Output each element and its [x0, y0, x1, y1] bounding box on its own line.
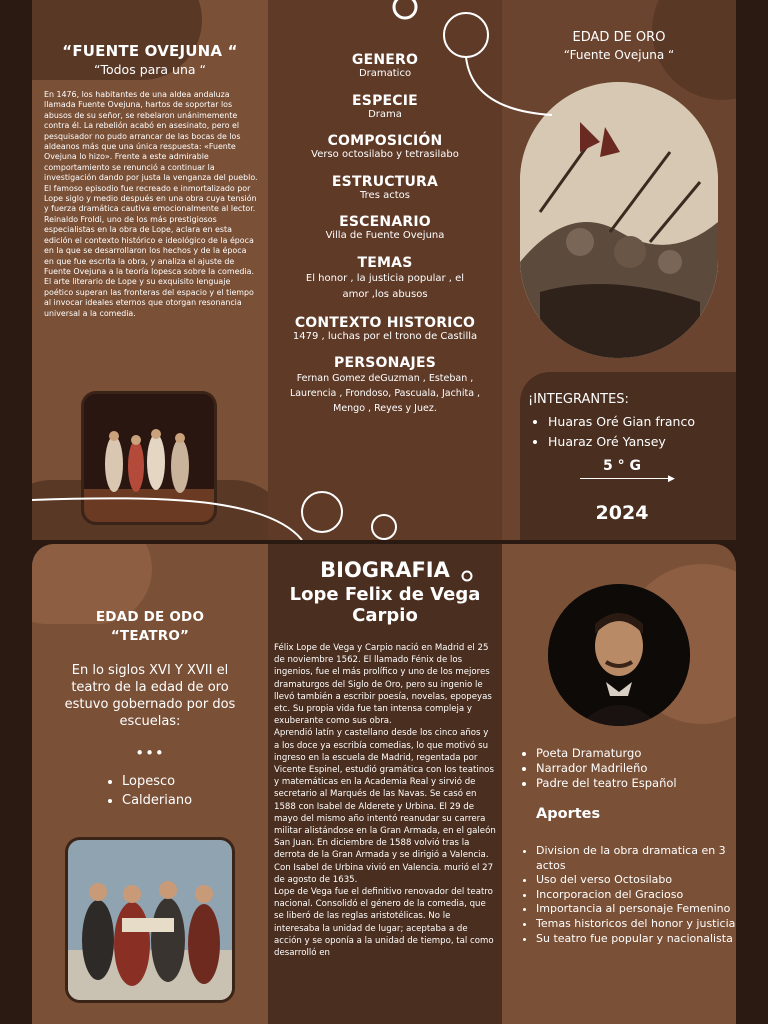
ficha-heading: TEMAS	[357, 254, 413, 271]
play-summary: En 1476, los habitantes de una aldea andaluza llamada Fuente Ovejuna, hartos de soportar los abusos de su señor, se rebelaron unánimemente contra él. La rebelión acabó en asesinato, pero el pesquisador no pudo arrancar de las bocas de los aldeanos más que una única respuesta: «Fuente Ovejuna lo hizo». Frente a este admirable comportamiento se renunció a continuar la investigación dando por justa la venganza del pueblo. El famoso episodio fue recreado e inmortalizado por Lope siglo y medio después en una obra cuya tensión y fuerza dramática cautiva emocionalmente al lector. Reinaldo Froldi, uno de los más prestigiosos especialistas en la obra de Lope, aclara en esta edición el contexto histórico e ideológico de la época en la que se desarrollaron los hechos y de la época en que fue escrita la obra, y analiza el ajuste de Fuente Ovejuna a la teoría lopesca sobre la comedia. El arte literario de Lope y su exquisito lenguaje poético superan las fronteras del espacio y el tiempo al invocar ideales eternos que otorgan resonancia universal a la comedia.	[44, 90, 258, 318]
bottom-right-panel	[502, 544, 736, 1024]
role-item: • Narrador Madrileño	[536, 761, 736, 776]
ficha-text: Verso octosilabo y tetrasilabo	[311, 149, 459, 160]
era-subheading: “TEATRO”	[110, 628, 190, 644]
bottom-left-panel	[32, 544, 268, 1024]
era-heading: EDAD DE ODO	[95, 609, 205, 625]
aportes-title: Aportes	[536, 806, 601, 822]
top-brochure	[32, 0, 736, 540]
member-item: • Huaras Oré Gian franco	[548, 412, 695, 432]
bio-paragraph: Aprendió latín y castellano desde los cinco años y a los doce ya escribía comedias, lo que motivó su ingreso en la escuela de Madrid, regentada por Vicente Espinel, estudió gramática con los teatinos y matemáticas en la Academia Real y sirvió de secretario al Marqués de las Navas. Se casó en 1588 con Isabel de Alderete y Urbina. El 29 de mayo del mismo año intentó reanudar su carrera militar alistándose en la Gran Armada, en el galeón San Juan. En diciembre de 1588 volvió tras la derrota de la Gran Armada y se dirigió a Valencia. Con Isabel de Urbina vivió en Valencia. murió el 27 de agosto de 1635.	[274, 728, 496, 885]
era-label: EDAD DE ORO	[572, 30, 666, 45]
play-title: “FUENTE OVEJUNA “	[62, 42, 238, 60]
aportes-list	[522, 844, 736, 946]
ficha-heading: CONTEXTO HISTORICO	[294, 314, 476, 331]
work-label: “Fuente Ovejuna “	[563, 48, 675, 62]
ficha-text: Tres actos	[360, 189, 410, 201]
golden-age-painting	[68, 840, 232, 1000]
roles-list	[522, 746, 736, 791]
aporte-item: • Importancia al personaje Femenino	[536, 902, 736, 917]
aporte-item: • Temas historicos del honor y justicia	[536, 917, 736, 932]
bio-paragraph: Lope de Vega fue el definitivo renovador del teatro nacional. Consolidó el género de la comedia, que se liberó de las reglas aristotélicas. No le interesaba la unidad de lugar; aceptaba a de acción y se oponía a la unidad de tiempo, tal como desarrolló en	[274, 887, 494, 959]
bottom-brochure	[32, 544, 736, 1024]
year-label: 2024	[595, 502, 649, 524]
ficha-text: Villa de Fuente Ovejuna	[325, 230, 445, 241]
aporte-item: • Uso del verso Octosilabo	[536, 873, 736, 888]
bio-name: Lope Felix de Vega Carpio	[289, 584, 481, 626]
bio-text	[274, 642, 496, 959]
grade-label: 5 ° G	[603, 458, 641, 474]
play-subtitle: “Todos para una “	[93, 62, 207, 77]
school-item: • Lopesco	[122, 772, 192, 791]
ficha-text: Dramatico	[358, 68, 412, 79]
member-item: • Huaraz Oré Yansey	[548, 432, 695, 452]
ficha-heading: GENERO	[351, 52, 419, 68]
bio-title: BIOGRAFIA	[320, 558, 450, 582]
lope-portrait	[548, 584, 690, 726]
decor-lines	[32, 0, 736, 540]
ficha-heading: COMPOSICIÓN	[327, 133, 443, 149]
schools-list	[108, 772, 192, 810]
ficha-text: 1479 , luchas por el trono de Castilla	[292, 330, 478, 342]
ficha-heading: ESCENARIO	[339, 214, 431, 230]
era-intro: En lo siglos XVI Y XVII el teatro de la edad de oro estuvo gobernado por dos escuelas:	[64, 663, 236, 729]
members-title: ¡INTEGRANTES:	[528, 392, 629, 407]
dots-separator: •••	[135, 744, 165, 762]
ficha-text: El honor , la justicia popular , el amor ,los abusos	[305, 272, 465, 300]
aporte-item: • Su teatro fue popular y nacionalista	[536, 932, 736, 947]
role-item: • Padre del teatro Español	[536, 776, 736, 791]
aporte-item: • Incorporacion del Gracioso	[536, 888, 736, 903]
bio-paragraph: Félix Lope de Vega y Carpio nació en Madrid el 25 de noviembre 1562. El llamado Fénix de los ingenios, fue el más prolífico y uno de los mejores dramaturgos del Siglo de Oro, pero su ingenio le llevó también a escribir poesía, novelas, epopeyas etc. Su propia vida fue tan intensa compleja y exuberante como sus obra.	[274, 643, 492, 727]
arrow-head-icon: ▶	[668, 474, 675, 484]
ficha-heading: ESPECIE	[352, 92, 418, 109]
ficha-heading: ESTRUCTURA	[331, 173, 439, 190]
ficha-text: Drama	[368, 108, 402, 120]
school-item: • Calderiano	[122, 791, 192, 810]
ficha-heading: PERSONAJES	[334, 355, 436, 371]
role-item: • Poeta Dramaturgo	[536, 746, 736, 761]
ficha-text: Fernan Gomez deGuzman , Esteban , Laurencia , Frondoso, Pascuala, Jachita , Mengo , Reyes y Juez.	[289, 373, 481, 414]
aporte-item: • Division de la obra dramatica en 3 actos	[536, 844, 736, 873]
bottom-middle-panel	[268, 544, 502, 1024]
decor-lines	[32, 544, 736, 604]
